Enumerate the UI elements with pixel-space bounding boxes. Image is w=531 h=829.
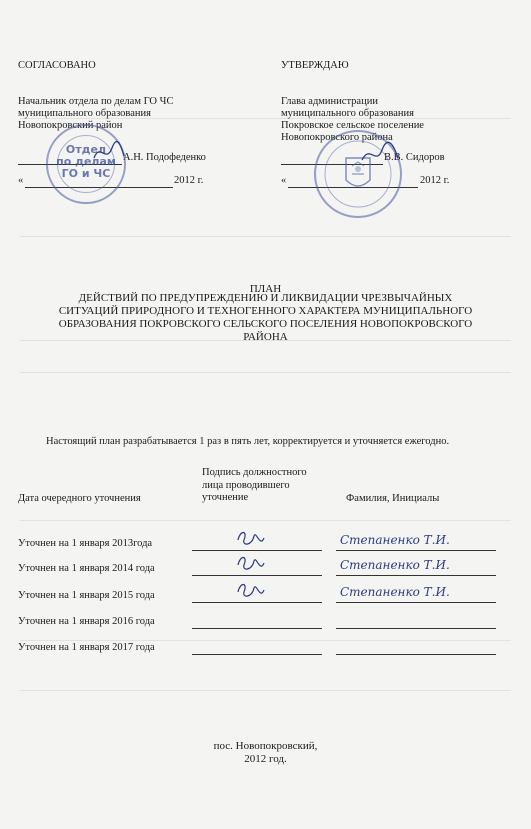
approved-by-heading: СОГЛАСОВАНО [18, 60, 96, 71]
row-signature-line-2016 [192, 628, 322, 629]
row-name-line-2016 [336, 628, 496, 629]
row-name-line-2013 [336, 550, 496, 551]
approve-heading: УТВЕРЖДАЮ [281, 60, 349, 71]
right-position-line3: Покровское сельское поселение [281, 120, 424, 131]
row-label-2017: Уточнен на 1 января 2017 года [18, 642, 155, 653]
row-name-line-2017 [336, 654, 496, 655]
header-date: Дата очередного уточнения [18, 493, 141, 504]
row-signature-icon [234, 551, 268, 577]
row-label-2014: Уточнен на 1 января 2014 года [18, 563, 155, 574]
row-signature-line-2017 [192, 654, 322, 655]
row-label-2015: Уточнен на 1 января 2015 года [18, 590, 155, 601]
footer-year: 2012 год. [244, 753, 287, 765]
right-signer-name: В.В. Сидоров [384, 152, 445, 163]
row-name-2014: Степаненко Т.И. [340, 558, 450, 572]
stamp-line3: ГО и ЧС [61, 167, 111, 180]
right-signature-icon [360, 140, 400, 168]
header-name: Фамилия, Инициалы [346, 493, 440, 504]
row-label-2016: Уточнен на 1 января 2016 года [18, 616, 155, 627]
stamp-line2: по делам [56, 155, 116, 168]
right-date-year: 2012 г. [420, 175, 450, 186]
right-position-line2: муниципального образования [281, 108, 414, 119]
right-position-line1: Глава администрации [281, 96, 378, 107]
row-name-line-2015 [336, 602, 496, 603]
row-label-2013: Уточнен на 1 января 2013года [18, 538, 153, 549]
plan-title: ПЛАН [249, 283, 282, 295]
left-date-year: 2012 г. [174, 175, 204, 186]
row-signature-icon [234, 526, 268, 552]
left-date-quote: « [18, 175, 24, 186]
left-position-line2: муниципального образования [18, 108, 151, 119]
right-position-line4: Новопокровского района [281, 132, 393, 143]
footer-place: пос. Новопокровский, [213, 740, 318, 752]
left-position-line3: Новопокровский район [18, 120, 123, 131]
plan-subtitle: ДЕЙСТВИЙ ПО ПРЕДУПРЕЖДЕНИЮ И ЛИКВИДАЦИИ ЧРЕЗВЫЧАЙНЫХ СИТУАЦИЙ ПРИРОДНОГО И ТЕХНОГЕННОГО ХАРАКТЕРА МУНИЦИПАЛЬНОГО ОБРАЗОВАНИЯ ПОКРОВСКОГО СЕЛЬСКОГО ПОСЕЛЕНИЯ НОВОПОКРОВСКОГО РАЙОНА [58, 292, 473, 343]
header-signature: Подпись должностного лица проводившего уточнение [202, 467, 307, 503]
left-position-line1: Начальник отдела по делам ГО ЧС [18, 96, 174, 107]
stamp-line1: Отдел [65, 143, 107, 156]
row-name-2013: Степаненко Т.И. [340, 533, 450, 547]
right-date-quote: « [281, 175, 287, 186]
intro-paragraph: Настоящий план разрабатывается 1 раз в пять лет, корректируется и уточняется ежегодно. [46, 436, 450, 447]
row-name-2015: Степаненко Т.И. [340, 585, 450, 599]
row-name-line-2014 [336, 575, 496, 576]
left-signer-name: А.Н. Подофеденко [123, 152, 206, 163]
row-signature-icon [234, 578, 268, 604]
left-signature-icon [92, 140, 126, 166]
